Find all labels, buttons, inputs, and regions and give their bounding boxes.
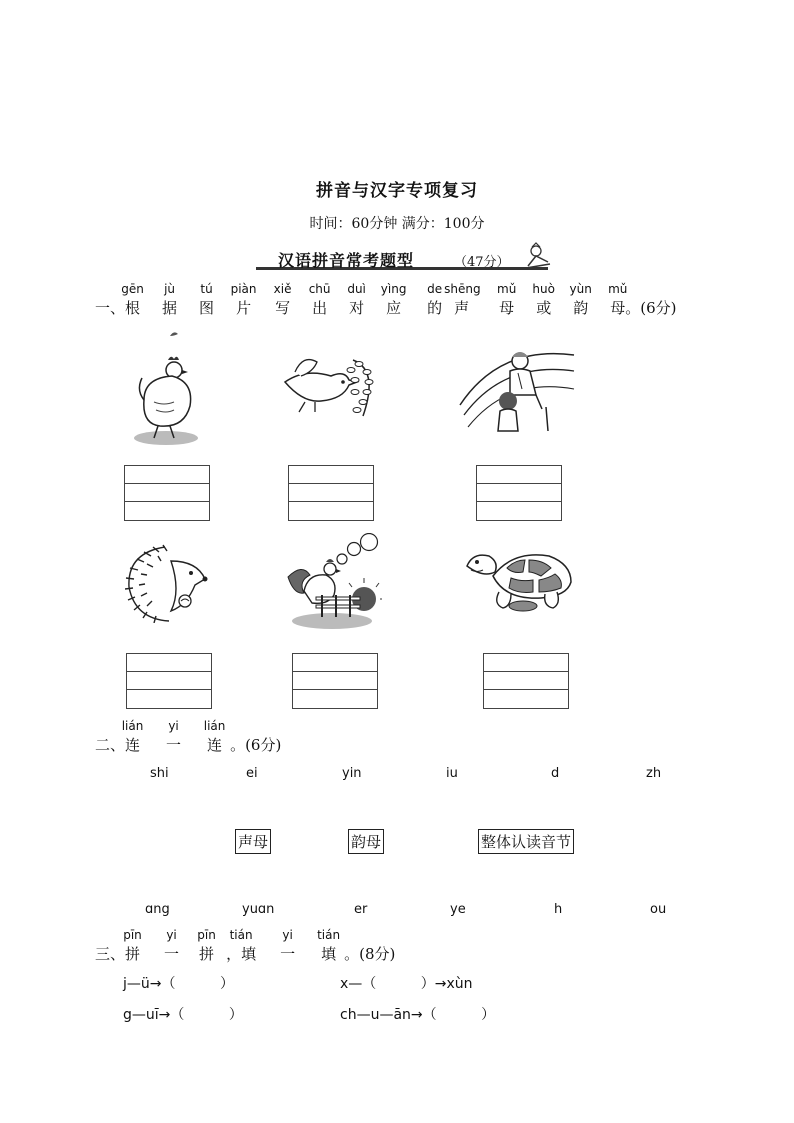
pinyin-annotation: piàn [230,282,257,296]
q1-chars [121,282,628,317]
pinyin-item[interactable]: ou [650,902,667,917]
hanzi: 应 [386,299,402,317]
answer-box-4[interactable] [126,653,212,709]
pinyin-char [273,282,292,318]
pinyin-annotation: tián [229,928,253,942]
pinyin-item[interactable]: er [354,902,368,917]
pencil-kid-icon [522,242,554,270]
q2-chars [121,719,230,754]
pinyin-item[interactable]: yuɑn [242,902,275,917]
pinyin-char [569,282,592,318]
pinyin-annotation: lián [203,719,226,733]
pinyin-annotation: mǔ [608,282,628,296]
answer-box-5[interactable] [292,653,378,709]
pinyin-char [317,928,341,964]
hanzi: 一 [280,945,296,963]
pinyin-char [197,928,216,964]
hanzi: 韵 [573,299,589,317]
q1-number: 一、 [95,299,126,317]
hanzi: 连 [125,736,141,754]
fill-item-1[interactable]: j—ü→（ ） [123,976,234,992]
hanzi: 对 [349,299,365,317]
fill-item-4[interactable]: ch—u—ān→（ ） [340,1007,496,1023]
pinyin-annotation: tián [317,928,341,942]
pinyin-annotation: pīn [123,928,142,942]
pinyin-annotation: yi [282,928,293,942]
answer-box-6[interactable] [483,653,569,709]
pinyin-char [164,928,180,964]
hanzi: 根 [125,299,141,317]
fill-item-2[interactable]: x—（ ）→xùn [340,976,473,992]
answer-box-1[interactable] [124,465,210,521]
pinyin-annotation: duì [347,282,366,296]
pinyin-annotation: huò [532,282,555,296]
hanzi: ，填 [226,945,257,963]
pinyin-annotation: yùn [569,282,592,296]
q2-suffix: 。(6分) [230,736,282,754]
pinyin-annotation: yi [168,719,179,733]
pinyin-char [199,282,215,318]
pinyin-char [230,282,257,318]
q3-number: 三、 [95,945,126,963]
pinyin-char [121,282,144,318]
pinyin-char [308,282,331,318]
pinyin-item[interactable]: ei [246,766,258,781]
q3-suffix: 。(8分) [344,945,396,963]
hanzi: 一 [164,945,180,963]
pinyin-annotation: chū [308,282,331,296]
pinyin-item[interactable]: shi [150,766,169,781]
pinyin-annotation: gēn [121,282,144,296]
pinyin-item[interactable]: zh [646,766,662,781]
hanzi: 连 [207,736,223,754]
category-zhengti[interactable]: 整体认读音节 [478,829,574,854]
answer-box-3[interactable] [476,465,562,521]
pinyin-item[interactable]: ye [450,902,466,917]
q2-number: 二、 [95,736,126,754]
pinyin-char [280,928,296,964]
pinyin-char [162,282,178,318]
pinyin-annotation: yìng [380,282,407,296]
pinyin-char [444,282,481,318]
hanzi: 写 [275,299,291,317]
section-banner [256,244,556,274]
pinyin-char [121,719,144,755]
banner-score: （47分） [454,255,510,270]
pinyin-annotation: mǔ [497,282,517,296]
pinyin-annotation: lián [121,719,144,733]
pinyin-annotation: tú [200,282,213,296]
pinyin-char [347,282,366,318]
hedgehog-icon [125,543,210,623]
question-3 [95,928,396,964]
hanzi: 据 [162,299,178,317]
pinyin-char [532,282,555,318]
hanzi: 母 [610,299,626,317]
hanzi: 填 [321,945,337,963]
pinyin-char [226,928,257,964]
hanzi: 拼 [125,945,141,963]
answer-box-2[interactable] [288,465,374,521]
rooster-icon [282,533,382,633]
hanzi: 声 [454,299,470,317]
pinyin-item[interactable]: h [554,902,563,917]
time-and-score: 时间：60分钟 满分：100分 [309,216,485,232]
turtle-icon [463,548,575,616]
q1-suffix: 。(6分) [625,299,677,317]
q3-chars [123,928,344,963]
pinyin-item[interactable]: iu [446,766,458,781]
pinyin-annotation: de [427,282,443,296]
pinyin-item[interactable]: ɑng [145,902,170,917]
dove-icon [275,352,385,418]
pinyin-char [123,928,142,964]
pinyin-annotation: xiě [273,282,292,296]
pinyin-char [203,719,226,755]
hanzi: 或 [536,299,552,317]
banner-title: 汉语拼音常考题型 [278,251,415,270]
hanzi: 拼 [199,945,215,963]
category-yunmu[interactable]: 韵母 [348,829,384,854]
pinyin-char [427,282,443,318]
hanzi: 一 [166,736,182,754]
boy-icon [458,345,576,433]
page-title: 拼音与汉字专项复习 [316,181,478,201]
fill-item-3[interactable]: g—uī→（ ） [123,1007,243,1023]
pinyin-char [166,719,182,755]
pinyin-item[interactable]: yin [342,766,362,781]
pinyin-item[interactable]: d [551,766,560,781]
question-2 [95,719,282,755]
pinyin-annotation: shēng [444,282,481,296]
category-shengmu[interactable]: 声母 [235,829,271,854]
hen-icon [130,330,202,448]
question-1 [95,282,677,318]
pinyin-char [497,282,517,318]
hanzi: 图 [199,299,215,317]
pinyin-annotation: yi [166,928,177,942]
pinyin-char [380,282,407,318]
hanzi: 片 [236,299,252,317]
pinyin-char [608,282,628,318]
hanzi: 的 [427,299,443,317]
pinyin-annotation: pīn [197,928,216,942]
hanzi: 母 [499,299,515,317]
hanzi: 出 [312,299,328,317]
pinyin-annotation: jù [164,282,176,296]
